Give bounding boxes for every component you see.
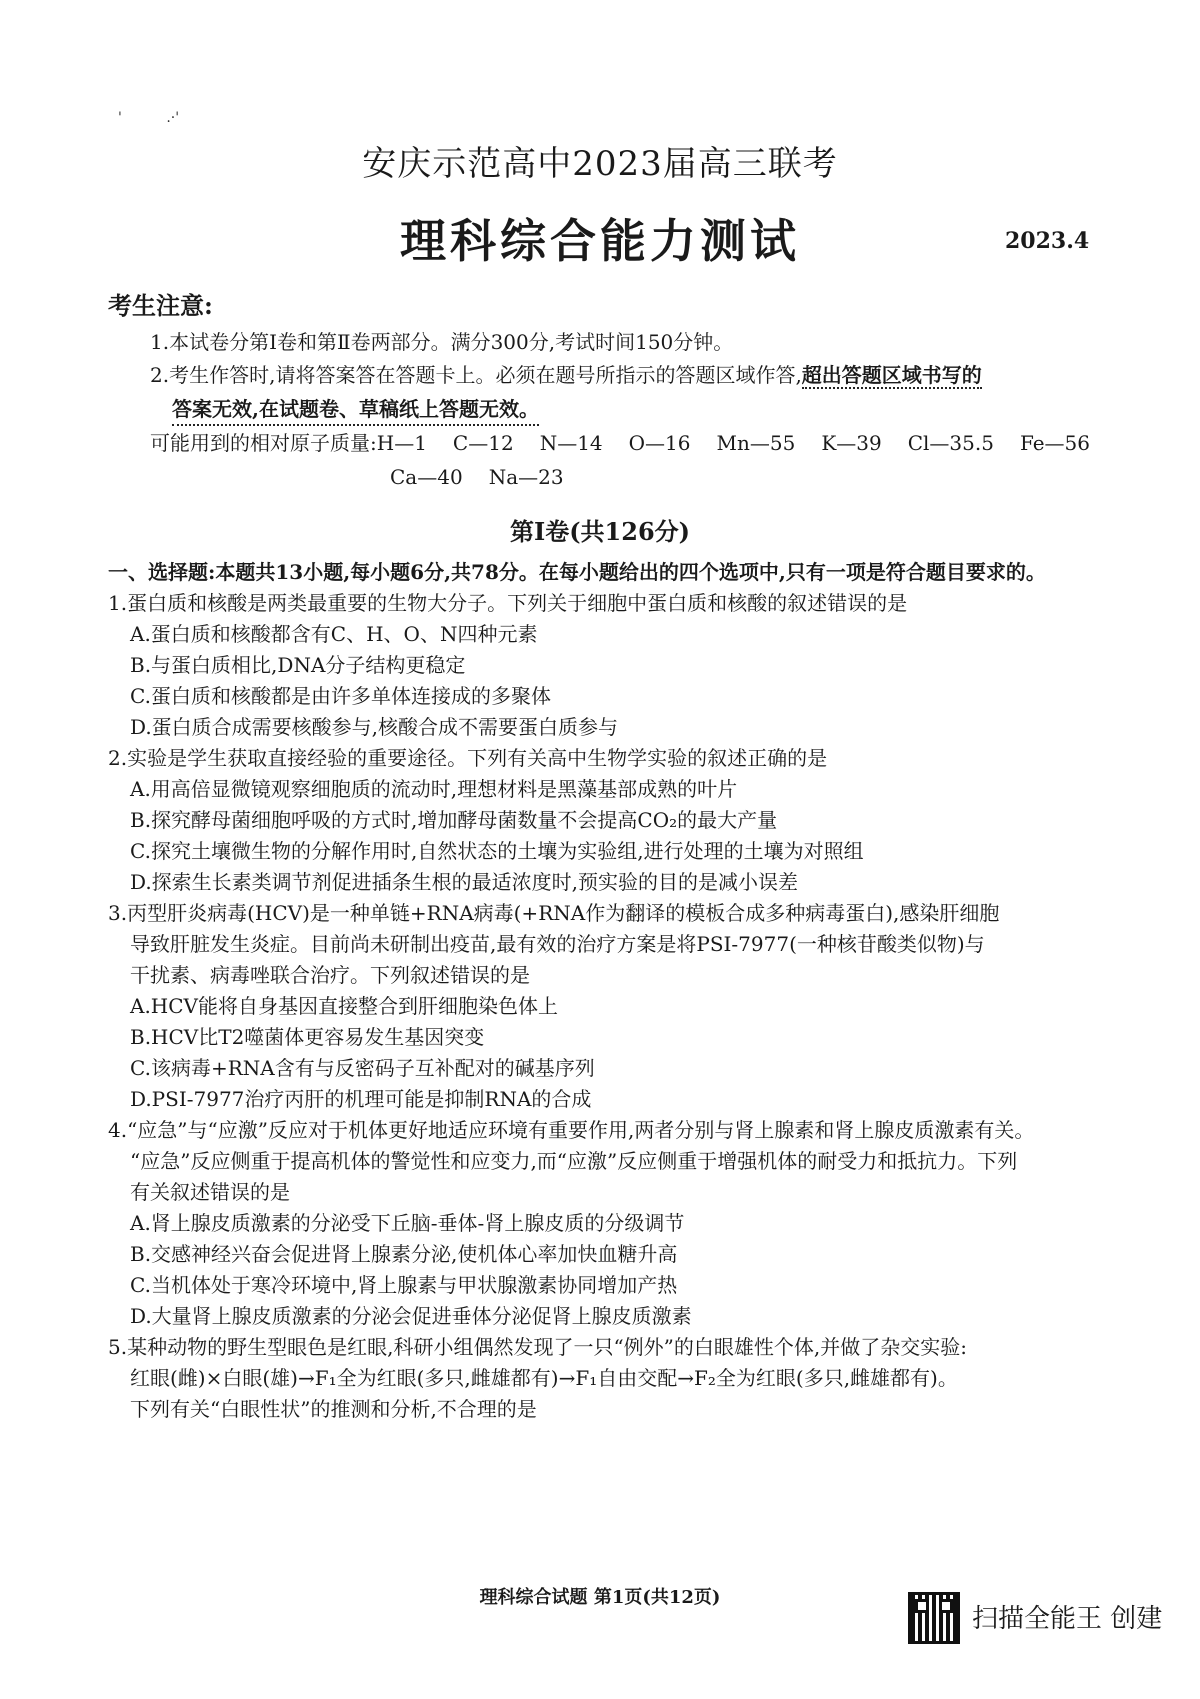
school-title: 安庆示范高中2023届高三联考	[362, 144, 838, 184]
question-2-option-a: A.用高倍显微镜观察细胞质的流动时,理想材料是黑藻基部成熟的叶片	[130, 777, 738, 801]
question-3-option-d: D.PSI-7977治疗丙肝的机理可能是抑制RNA的合成	[130, 1087, 592, 1111]
notice-item-2-emphasis: 超出答题区域书写的	[801, 363, 982, 387]
atomic-masses-line-2	[390, 462, 564, 492]
question-4-option-a: A.肾上腺皮质激素的分泌受下丘脑-垂体-肾上腺皮质的分级调节	[130, 1211, 685, 1235]
question-1-option-d: D.蛋白质合成需要核酸参与,核酸合成不需要蛋白质参与	[130, 715, 619, 739]
question-5-stem-line-2: 红眼(雌)×白眼(雄)→F₁全为红眼(多只,雌雄都有)→F₁自由交配→F₂全为红眼(多只,雌雄都有)。	[130, 1366, 958, 1390]
mass-na: Na—23	[488, 465, 564, 489]
question-3-option-c: C.该病毒+RNA含有与反密码子互补配对的碱基序列	[130, 1056, 595, 1080]
scanner-watermark: 扫描全能王 创建	[972, 1604, 1163, 1634]
notice-item-2-continuation: 答案无效,在试题卷、草稿纸上答题无效。	[172, 394, 539, 426]
question-2-option-d: D.探索生长素类调节剂促进插条生根的最适浓度时,预实验的目的是减小误差	[130, 870, 799, 894]
question-2-stem: 2.实验是学生获取直接经验的重要途径。下列有关高中生物学实验的叙述正确的是	[108, 746, 828, 770]
question-3-option-b: B.HCV比T2噬菌体更容易发生基因突变	[130, 1025, 485, 1049]
question-4-stem-line-1: 4.“应急”与“应激”反应对于机体更好地适应环境有重要作用,两者分别与肾上腺素和肾上腺皮质激素有关。	[108, 1118, 1035, 1142]
mass-c: C—12	[452, 431, 514, 455]
atomic-masses-line-1	[150, 428, 1090, 458]
question-2-option-c: C.探究土壤微生物的分解作用时,自然状态的土壤为实验组,进行处理的土壤为对照组	[130, 839, 864, 863]
part-title: 第Ⅰ卷(共126分)	[509, 517, 691, 546]
question-4-stem-line-2: “应急”反应侧重于提高机体的警觉性和应变力,而“应激”反应侧重于增强机体的耐受力和抵抗力。下列	[130, 1149, 1018, 1173]
subject-title: 理科综合能力测试	[400, 214, 800, 268]
question-4-option-b: B.交感神经兴奋会促进肾上腺素分泌,使机体心率加快血糖升高	[130, 1242, 678, 1266]
question-1-stem: 1.蛋白质和核酸是两类最重要的生物大分子。下列关于细胞中蛋白质和核酸的叙述错误的是	[108, 591, 908, 615]
question-3-stem-line-1: 3.丙型肝炎病毒(HCV)是一种单链+RNA病毒(+RNA作为翻译的模板合成多种病毒蛋白),感染肝细胞	[108, 901, 1000, 925]
atomic-masses-label: 可能用到的相对原子质量:	[150, 431, 377, 455]
mass-n: N—14	[539, 431, 603, 455]
question-3-stem-line-2: 导致肝脏发生炎症。目前尚未研制出疫苗,最有效的治疗方案是将PSI-7977(一种核苷酸类似物)与	[130, 932, 985, 956]
notice-heading: 考生注意:	[108, 291, 213, 320]
question-4-option-c: C.当机体处于寒冷环境中,肾上腺素与甲状腺激素协同增加产热	[130, 1273, 678, 1297]
scan-specks: ' .·'	[118, 110, 180, 126]
mass-mn: Mn—55	[716, 431, 796, 455]
mass-k: K—39	[821, 431, 882, 455]
question-4-stem-line-3: 有关叙述错误的是	[130, 1180, 290, 1204]
question-2-option-b: B.探究酵母菌细胞呼吸的方式时,增加酵母菌数量不会提高CO₂的最大产量	[130, 808, 778, 832]
qr-code-icon	[908, 1592, 960, 1644]
question-3-stem-line-3: 干扰素、病毒唑联合治疗。下列叙述错误的是	[130, 963, 530, 987]
section-heading: 一、选择题:本题共13小题,每小题6分,共78分。在每小题给出的四个选项中,只有一项是符合题目要求的。	[108, 560, 1046, 584]
mass-h: H—1	[376, 431, 427, 455]
question-1-option-b: B.与蛋白质相比,DNA分子结构更稳定	[130, 653, 466, 677]
question-1-option-c: C.蛋白质和核酸都是由许多单体连接成的多聚体	[130, 684, 551, 708]
page-footer: 理科综合试题 第1页(共12页)	[479, 1587, 721, 1608]
question-1-option-a: A.蛋白质和核酸都含有C、H、O、N四种元素	[130, 622, 538, 646]
exam-date: 2023.4	[1005, 228, 1090, 254]
question-5-stem-line-3: 下列有关“白眼性状”的推测和分析,不合理的是	[130, 1397, 537, 1421]
mass-ca: Ca—40	[390, 465, 463, 489]
notice-item-2-text: 2.考生作答时,请将答案答在答题卡上。必须在题号所指示的答题区域作答,	[150, 363, 802, 387]
notice-item-2	[150, 360, 982, 390]
question-5-stem-line-1: 5.某种动物的野生型眼色是红眼,科研小组偶然发现了一只“例外”的白眼雄性个体,并做了杂交实验:	[108, 1335, 967, 1359]
mass-fe: Fe—56	[1019, 431, 1091, 455]
mass-o: O—16	[628, 431, 691, 455]
mass-cl: Cl—35.5	[907, 431, 994, 455]
question-4-option-d: D.大量肾上腺皮质激素的分泌会促进垂体分泌促肾上腺皮质激素	[130, 1304, 692, 1328]
question-3-option-a: A.HCV能将自身基因直接整合到肝细胞染色体上	[130, 994, 558, 1018]
notice-item-1: 1.本试卷分第Ⅰ卷和第Ⅱ卷两部分。满分300分,考试时间150分钟。	[150, 330, 734, 354]
